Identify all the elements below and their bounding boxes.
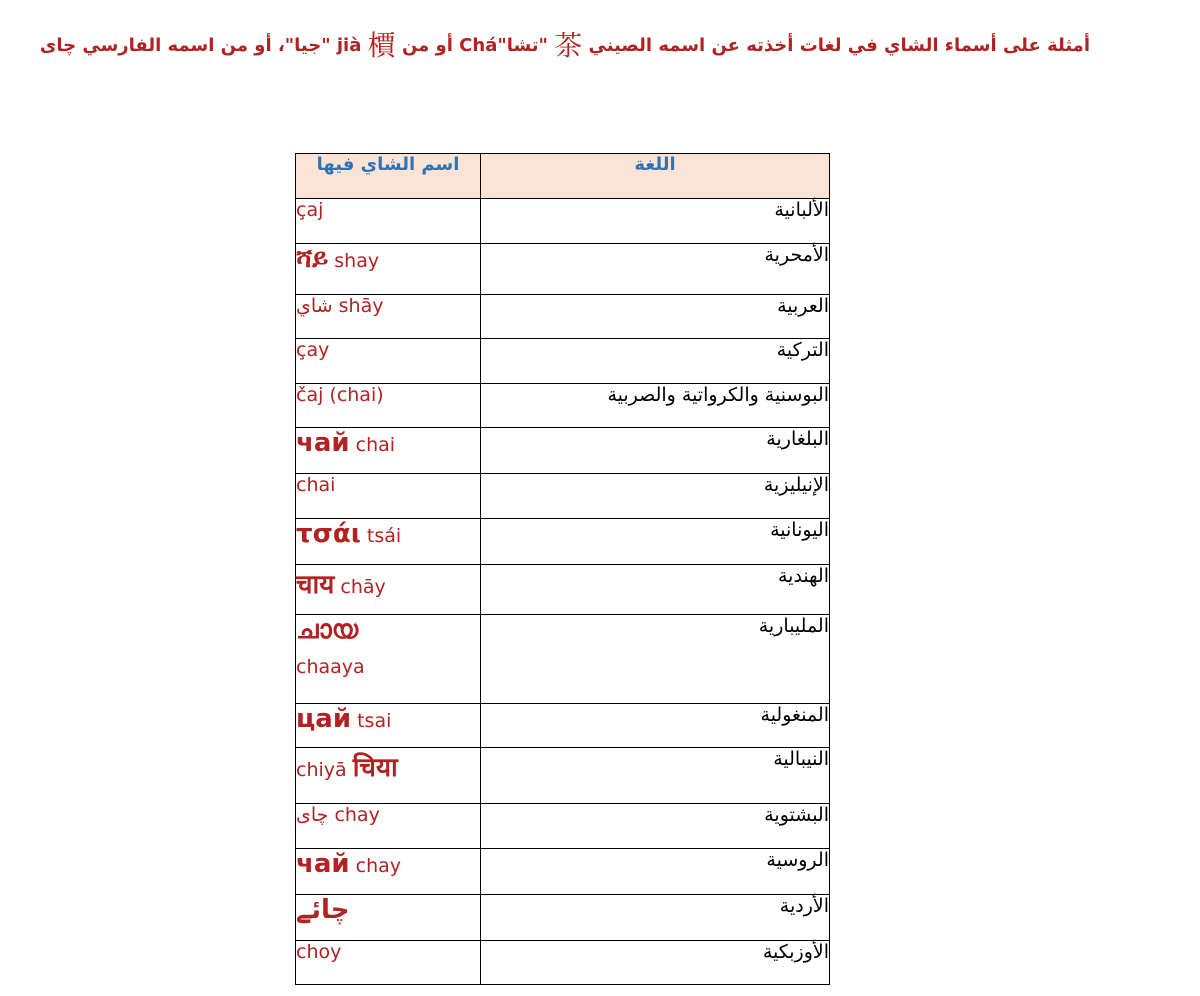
table-row: [296, 941, 830, 985]
tea-name-cell: [296, 895, 481, 941]
language-cell: الأمحرية: [481, 244, 830, 295]
tea-name-latin: chāy: [340, 576, 386, 598]
language-cell: البوسنية والكرواتية والصربية: [481, 384, 830, 428]
tea-name-cell: [296, 339, 481, 384]
tea-name-native: ചായ: [296, 615, 359, 645]
tea-name-cell: [296, 199, 481, 244]
tea-name-latin: chai: [355, 434, 396, 456]
language-cell: البلغارية: [481, 428, 830, 474]
page-heading: [20, 30, 1090, 62]
tea-name-cell: [296, 295, 481, 339]
tea-name-native: ሻይ: [296, 244, 329, 274]
table-row: [296, 339, 830, 384]
tea-name-latin: chay: [355, 855, 402, 877]
table-row: [296, 804, 830, 849]
tea-name-native: τσάι: [296, 519, 361, 549]
language-cell: اليونانية: [481, 519, 830, 565]
tea-name-cell: [296, 941, 481, 985]
tea-name-cell: [296, 565, 481, 615]
language-cell: الروسية: [481, 849, 830, 895]
tea-name-cell: [296, 704, 481, 748]
heading-text-end: "جيا"، أو من اسمه الفارسي چاى: [39, 35, 331, 56]
language-cell: العربية: [481, 295, 830, 339]
tea-name-native: चाय: [296, 570, 335, 600]
table-row: [296, 895, 830, 941]
tea-name-cell: [296, 615, 481, 704]
header-tea-name: اسم الشاي فيها: [296, 154, 481, 199]
tea-name-latin: čaj (chai): [296, 384, 384, 406]
table-row: [296, 474, 830, 519]
table-row: [296, 295, 830, 339]
table-row: [296, 384, 830, 428]
language-cell: التركية: [481, 339, 830, 384]
tea-name-latin: choy: [296, 941, 342, 963]
header-language: اللغة: [481, 154, 830, 199]
table-row: [296, 849, 830, 895]
language-cell: الأوزبكية: [481, 941, 830, 985]
table-row: [296, 565, 830, 615]
tea-name-latin: çay: [296, 339, 330, 361]
tea-name-latin: shay: [334, 250, 380, 272]
tea-names-table: [295, 153, 830, 985]
language-cell: المنغولية: [481, 704, 830, 748]
tea-name-latin: tsai: [357, 710, 392, 732]
tea-name-latin: chaaya: [296, 656, 365, 678]
heading-tea-glyph: 茶: [554, 29, 583, 62]
tea-name-cell: [296, 384, 481, 428]
table-row: [296, 428, 830, 474]
heading-jia-pinyin: jià: [336, 35, 362, 56]
tea-name-latin: چاى chay: [296, 804, 380, 826]
tea-name-latin: tsái: [366, 525, 402, 547]
tea-name-native: чай: [296, 428, 350, 458]
heading-text-middle: "تشا"Chá أو من: [401, 35, 548, 56]
tea-name-native: цай: [296, 704, 352, 734]
table-row: [296, 199, 830, 244]
tea-name-latin: çaj: [296, 199, 324, 221]
table-row: [296, 519, 830, 565]
language-cell: البشتوية: [481, 804, 830, 849]
tea-name-cell: [296, 804, 481, 849]
tea-name-cell: [296, 428, 481, 474]
tea-name-native: чай: [296, 849, 350, 879]
tea-name-cell: [296, 474, 481, 519]
tea-name-native: चिया: [352, 753, 398, 783]
table-row: [296, 244, 830, 295]
language-cell: الألبانية: [481, 199, 830, 244]
heading-text-start: أمثلة على أسماء الشاي في لغات أخذته عن اسمه الصيني: [588, 35, 1090, 56]
heading-jia-glyph: 檟: [367, 29, 396, 62]
table-row: [296, 704, 830, 748]
table-header-row: [296, 154, 830, 199]
tea-name-native: چائے: [296, 895, 350, 925]
tea-name-cell: [296, 748, 481, 804]
language-cell: الأردية: [481, 895, 830, 941]
tea-name-cell: [296, 519, 481, 565]
language-cell: الهندية: [481, 565, 830, 615]
language-cell: الإنيليزية: [481, 474, 830, 519]
language-cell: النيبالية: [481, 748, 830, 804]
language-cell: المليبارية: [481, 615, 830, 704]
tea-name-latin: شاي shāy: [296, 295, 384, 317]
table-row: [296, 615, 830, 704]
tea-name-latin: chai: [296, 474, 336, 496]
tea-name-latin: chiyā: [296, 759, 347, 781]
tea-name-cell: [296, 849, 481, 895]
table-row: [296, 748, 830, 804]
tea-name-cell: [296, 244, 481, 295]
